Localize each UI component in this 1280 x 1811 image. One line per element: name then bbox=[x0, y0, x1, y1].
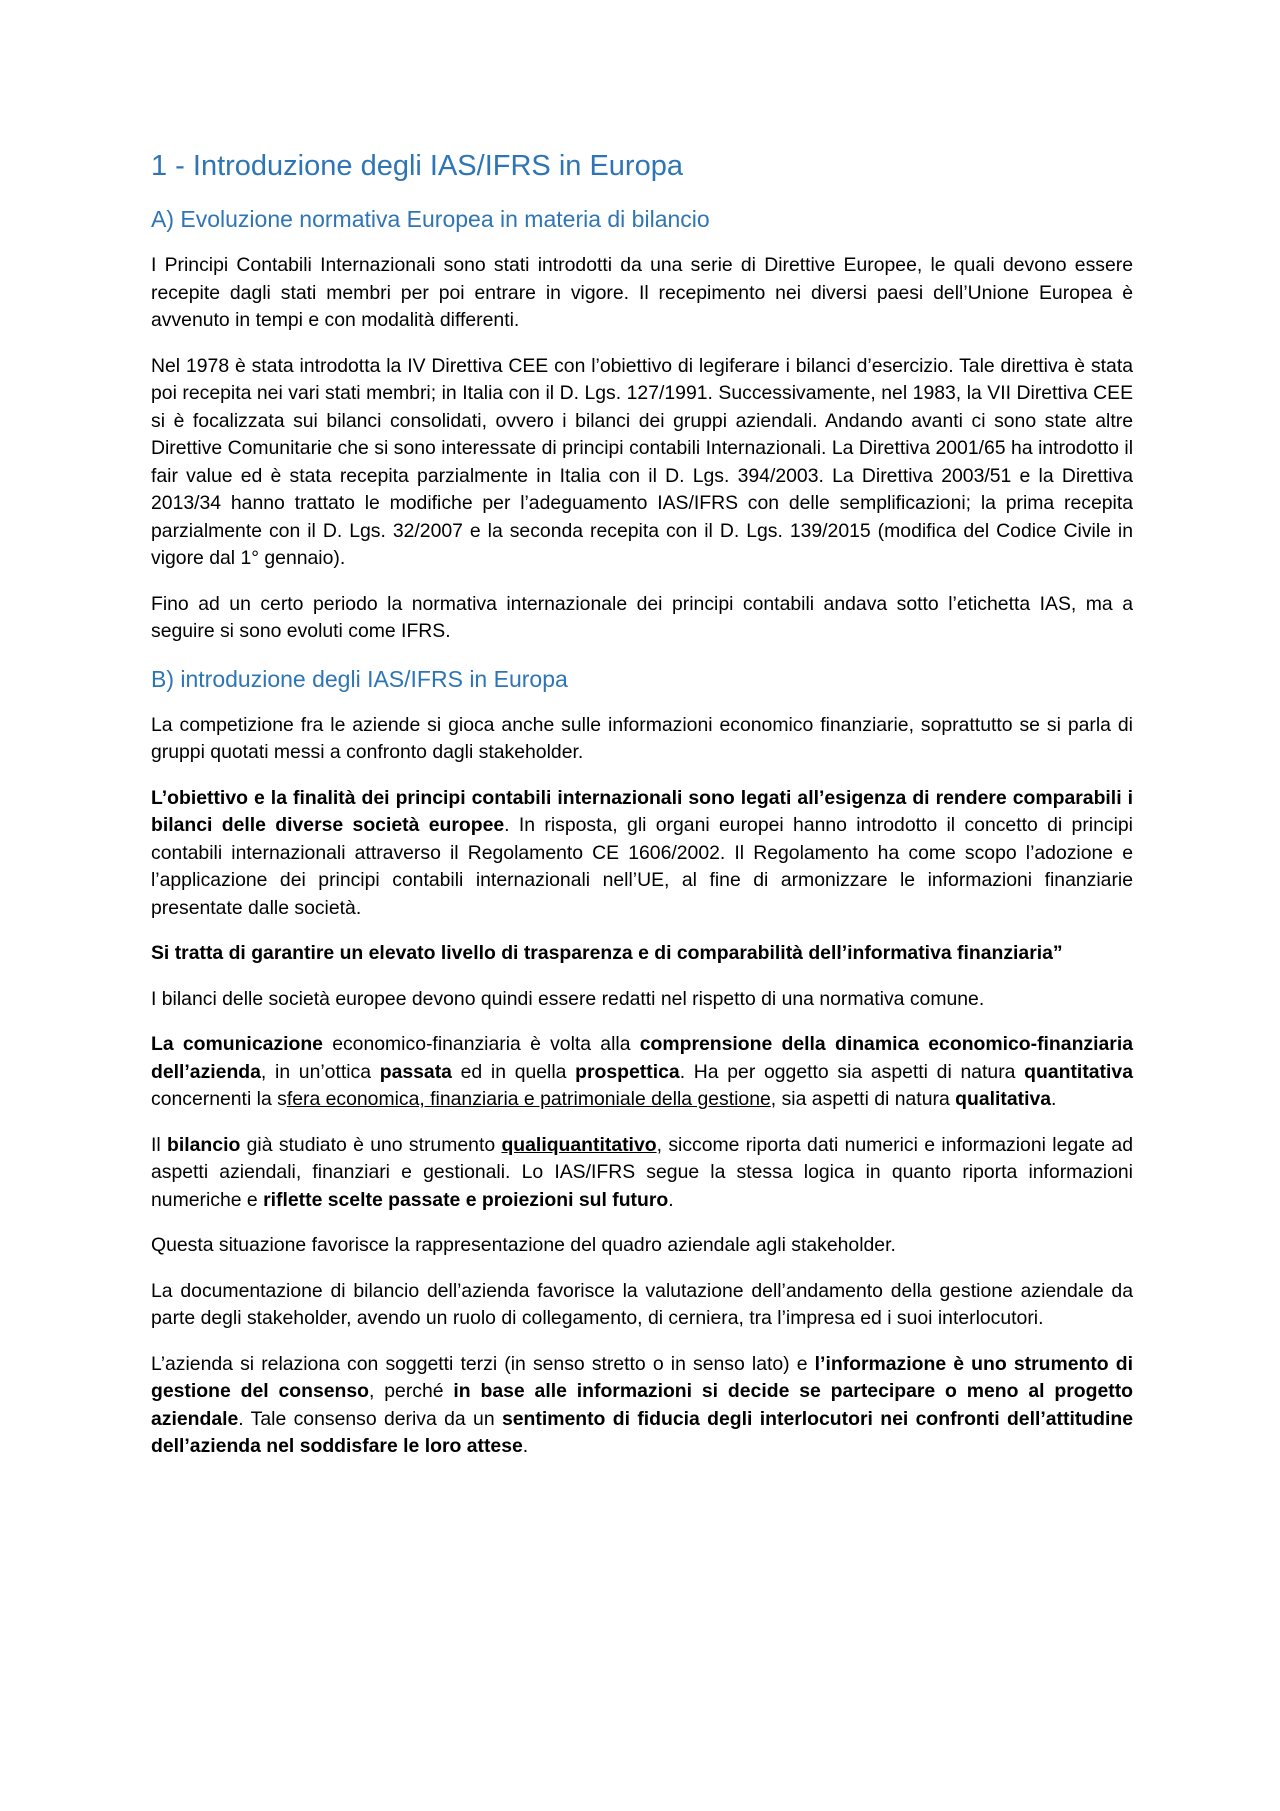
bold-text: sentimento di fiducia degli interlocutori nei confronti dell’attitudine dell’azienda nel soddisfare le loro attese bbox=[151, 1407, 1133, 1457]
section-b-paragraph-5 bbox=[151, 1031, 1133, 1114]
underlined-text: fera economica, finanziaria e patrimoniale della gestione bbox=[286, 1088, 771, 1110]
body-text: L’azienda si relaziona con soggetti terzi (in senso stretto o in senso lato) e bbox=[151, 1352, 815, 1375]
bold-text: l’informazione è uno strumento di gestione del consenso bbox=[151, 1352, 1134, 1402]
bold-text: quantitativa bbox=[1024, 1060, 1133, 1083]
body-text: . bbox=[1051, 1088, 1057, 1110]
section-b-paragraph-9 bbox=[151, 1351, 1133, 1461]
body-text: già studiato è uno strumento bbox=[240, 1133, 502, 1156]
body-text: economico-finanziaria è volta alla bbox=[322, 1033, 640, 1055]
section-a-paragraph-3: Fino ad un certo periodo la normativa internazionale dei principi contabili andava sotto l’etichetta IAS, ma a seguire si sono evoluti come IFRS. bbox=[151, 592, 1133, 642]
bold-text: comprensione della dinamica economico-finanziaria dell’azienda bbox=[151, 1033, 1133, 1083]
section-b-paragraph-1: La competizione fra le aziende si gioca anche sulle informazioni economico finanziarie, soprattutto se si parla di gruppi quotati messi a confronto dagli stakeholder. bbox=[151, 713, 1133, 763]
body-text: concernenti la s bbox=[151, 1088, 287, 1110]
section-b-paragraph-3 bbox=[151, 940, 1133, 968]
body-text: , siccome riporta dati numerici e informazioni legate ad aspetti aziendali, finanziari e gestionali. Lo IAS/IFRS segue la stessa logica in quanto riporta informazioni numeriche e bbox=[151, 1133, 1133, 1211]
bold-text: riflette scelte passate e proiezioni sul futuro bbox=[263, 1188, 669, 1211]
bold-text: prospettica bbox=[575, 1060, 680, 1083]
section-a-paragraph-1: I Principi Contabili Internazionali sono stati introdotti da una serie di Direttive Europee, le quali devono essere recepite dagli stati membri per poi entrare in vigore. Il recepimento nei diversi paesi dell’Unione Europea è avvenuto in tempi e con modalità differenti. bbox=[151, 254, 1133, 331]
bold-underlined-text: qualiquantitativo bbox=[501, 1133, 657, 1156]
section-b-paragraph-8: La documentazione di bilancio dell’azienda favorisce la valutazione dell’andamento della gestione aziendale da parte degli stakeholder, avendo un ruolo di collegamento, di cerniera, tra l’impresa ed i suoi interlocutori. bbox=[151, 1279, 1133, 1329]
bold-text: qualitativa bbox=[955, 1088, 1052, 1110]
body-text: . Ha per oggetto sia aspetti di natura bbox=[679, 1060, 1025, 1083]
body-text: . bbox=[522, 1435, 529, 1457]
bold-text: Si tratta di garantire un elevato livello di trasparenza e di comparabilità dell’informativa finanziaria” bbox=[151, 942, 1063, 964]
section-b-paragraph-6 bbox=[151, 1132, 1133, 1215]
section-b-paragraph-4: I bilanci delle società europee devono quindi essere redatti nel rispetto di una normativa comune. bbox=[151, 987, 985, 1010]
bold-text: L’obiettivo e la finalità dei principi contabili internazionali sono legati all’esigenza di rendere comparabili i bilanci delle diverse società europee bbox=[151, 786, 1133, 836]
bold-text: passata bbox=[379, 1060, 452, 1083]
bold-text: in base alle informazioni si decide se partecipare o meno al progetto aziendale bbox=[151, 1380, 1133, 1430]
section-b-paragraph-7: Questa situazione favorisce la rappresentazione del quadro aziendale agli stakeholder. bbox=[151, 1234, 896, 1256]
body-text: , sia aspetti di natura bbox=[770, 1088, 956, 1110]
body-text: , perché bbox=[369, 1380, 454, 1402]
section-a-heading: A) Evoluzione normativa Europea in materia di bilancio bbox=[151, 206, 710, 232]
bold-text: La comunicazione bbox=[151, 1033, 323, 1055]
section-b-heading: B) introduzione degli IAS/IFRS in Europa bbox=[151, 665, 568, 692]
body-text: . bbox=[668, 1188, 674, 1211]
document-page bbox=[151, 138, 1133, 1479]
body-text: Il bbox=[151, 1133, 168, 1156]
body-text: . Tale consenso deriva da un bbox=[238, 1407, 502, 1430]
body-text: ed in quella bbox=[451, 1060, 576, 1083]
page-title: 1 - Introduzione degli IAS/IFRS in Europa bbox=[151, 150, 683, 182]
section-a-paragraph-2: Nel 1978 è stata introdotta la IV Direttiva CEE con l’obiettivo di legiferare i bilanci d’esercizio. Tale direttiva è stata poi recepita nei vari stati membri; in Italia con il D. Lgs. 127/1991. Successivamente, nel 1983, la VII Direttiva CEE si è focalizzata sui bilanci consolidati, ovvero i bilanci dei gruppi aziendali. Andando avanti ci sono state altre Direttive Comunitarie che si sono interessate di principi contabili Internazionali. La Direttiva 2001/65 ha introdotto il fair value ed è stata recepita parzialmente in Italia con il D. Lgs. 394/2003. La Direttiva 2003/51 e la Direttiva 2013/34 hanno trattato le modifiche per l’adeguamento IAS/IFRS con delle semplificazioni; la prima recepita parzialmente con il D. Lgs. 32/2007 e la seconda recepita con il D. Lgs. 139/2015 (modifica del Codice Civile in vigore dal 1° gennaio). bbox=[151, 354, 1133, 569]
bold-text: bilancio bbox=[167, 1133, 241, 1156]
body-text: . In risposta, gli organi europei hanno introdotto il concetto di principi contabili internazionali attraverso il Regolamento CE 1606/2002. Il Regolamento ha come scopo l’adozione e l’applicazione dei principi contabili internazionali nell’UE, al fine di armonizzare le informazioni finanziarie presentate dalle società. bbox=[151, 814, 1133, 919]
section-b-paragraph-2 bbox=[151, 785, 1133, 923]
body-text: , in un’ottica bbox=[260, 1060, 380, 1083]
